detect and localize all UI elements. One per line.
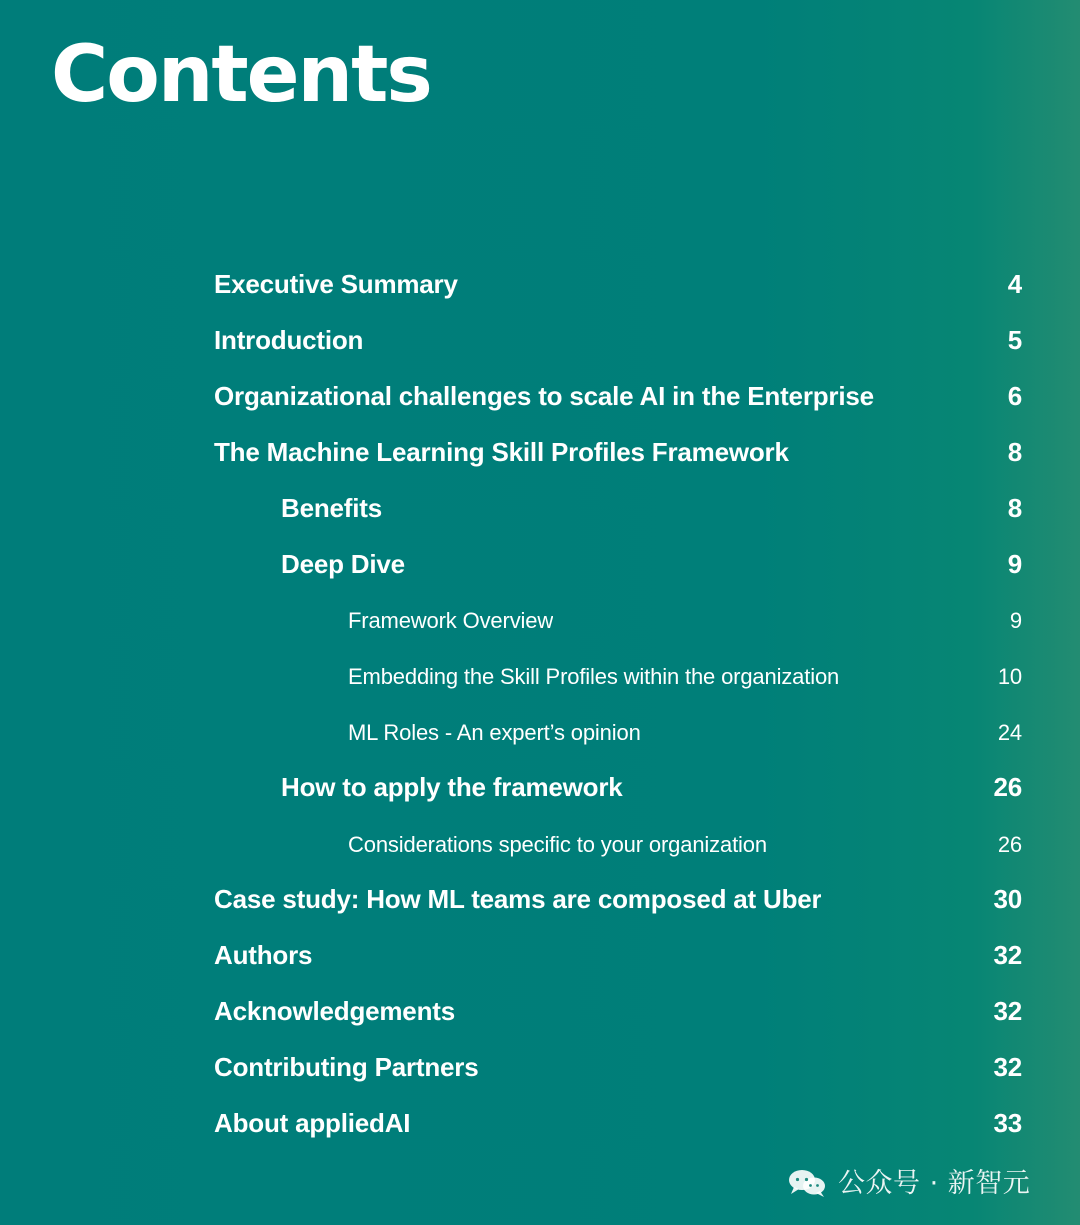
toc-entry-title: Deep Dive (281, 548, 405, 579)
toc-entry-title: Case study: How ML teams are composed at Uber (214, 883, 822, 914)
toc-entry-title: Considerations specific to your organization (348, 832, 767, 857)
toc-page-number: 10 (997, 664, 1022, 689)
wechat-watermark (786, 1162, 1030, 1204)
toc-page-number: 6 (1007, 380, 1022, 411)
toc-entry-title: Authors (214, 939, 313, 970)
toc-entry-how-to-apply-framework[interactable] (281, 767, 1022, 807)
toc-entry-benefits[interactable] (281, 488, 1022, 528)
toc-entry-title: Framework Overview (348, 608, 554, 633)
toc-page-number: 24 (997, 720, 1022, 745)
toc-entry-title: Acknowledgements (214, 995, 455, 1026)
toc-entry-executive-summary[interactable] (214, 264, 1022, 304)
toc-page-number: 32 (993, 995, 1022, 1026)
toc-entry-title: Executive Summary (214, 268, 458, 299)
toc-entry-title: ML Roles - An expert’s opinion (348, 720, 641, 745)
toc-entry-ml-roles-expert-opinion[interactable] (348, 713, 1022, 753)
toc-entry-title: Introduction (214, 324, 364, 355)
toc-entry-about-appliedai[interactable] (214, 1103, 1022, 1143)
toc-page-number: 32 (993, 1051, 1022, 1082)
toc-page-number: 9 (1009, 608, 1022, 633)
toc-entry-contributing-partners[interactable] (214, 1047, 1022, 1087)
toc-entry-title: The Machine Learning Skill Profiles Framework (214, 436, 789, 467)
toc-entry-title: Organizational challenges to scale AI in the Enterprise (214, 380, 874, 411)
toc-page-number: 4 (1007, 268, 1022, 299)
toc-page-number: 26 (997, 832, 1022, 857)
toc-entry-ml-skill-profiles-framework[interactable] (214, 432, 1022, 472)
toc-entry-acknowledgements[interactable] (214, 991, 1022, 1031)
toc-entry-title: Benefits (281, 492, 382, 523)
toc-page-number: 33 (993, 1107, 1022, 1138)
toc-page-number: 26 (993, 771, 1022, 802)
toc-page-number: 8 (1007, 492, 1022, 523)
toc-entry-organizational-challenges[interactable] (214, 376, 1022, 416)
toc-page-number: 5 (1007, 324, 1022, 355)
toc-entry-title: How to apply the framework (281, 771, 623, 802)
toc-entry-title: Contributing Partners (214, 1051, 479, 1082)
toc-entry-organization-considerations[interactable] (348, 825, 1022, 865)
toc-page-number: 8 (1007, 436, 1022, 467)
toc-page-number: 30 (993, 883, 1022, 914)
toc-entry-uber-case-study[interactable] (214, 879, 1022, 919)
toc-entry-title: About appliedAI (214, 1107, 411, 1138)
wechat-icon (786, 1166, 828, 1200)
toc-page-number: 9 (1007, 548, 1022, 579)
page-title: Contents (51, 30, 431, 120)
toc-entry-framework-overview[interactable] (348, 601, 1022, 641)
toc-page-number: 32 (993, 939, 1022, 970)
watermark-text: 公众号 · 新智元 (838, 1167, 1031, 1199)
toc-entry-introduction[interactable] (214, 320, 1022, 360)
toc-entry-title: Embedding the Skill Profiles within the organization (348, 664, 840, 689)
toc-entry-embedding-skill-profiles[interactable] (348, 657, 1022, 697)
toc-entry-deep-dive[interactable] (281, 544, 1022, 584)
toc-entry-authors[interactable] (214, 935, 1022, 975)
